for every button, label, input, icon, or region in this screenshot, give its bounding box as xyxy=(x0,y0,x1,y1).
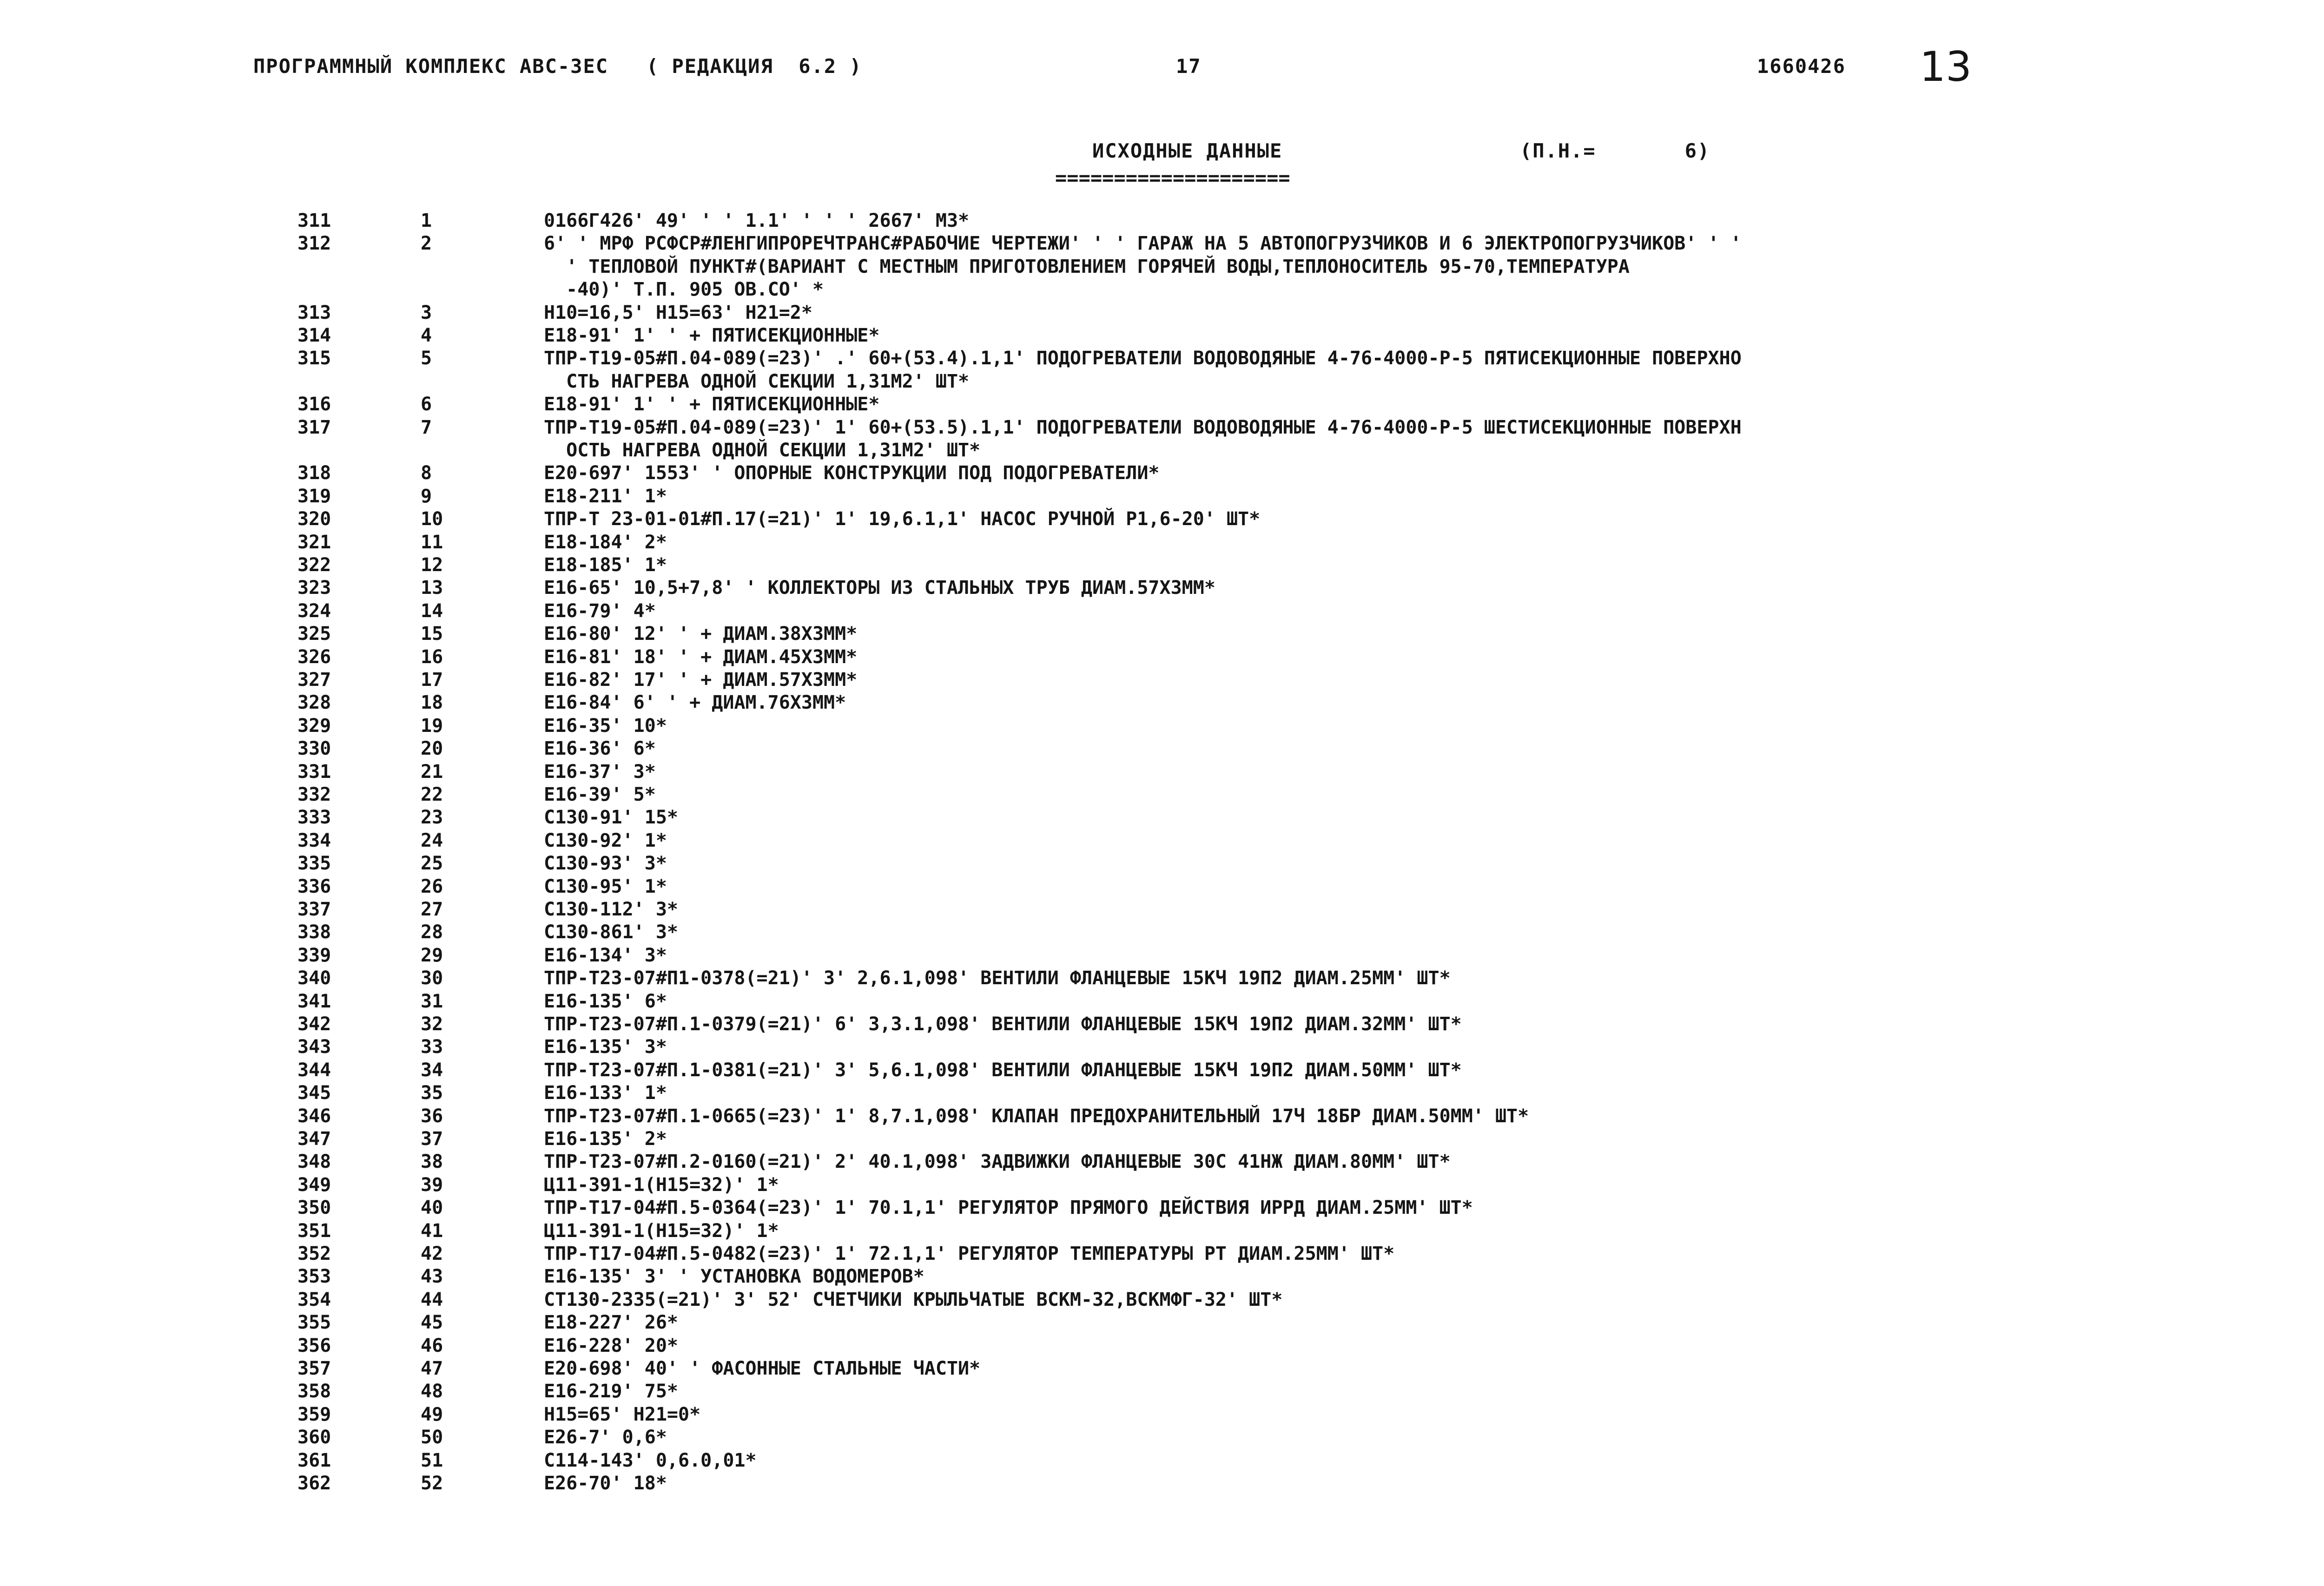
sequence-number: 37 xyxy=(421,1128,443,1150)
line-number: 331 xyxy=(297,761,331,783)
record-text: Е16-80' 12' ' + ДИАМ.38Х3ММ* xyxy=(544,623,858,645)
line-number: 345 xyxy=(297,1082,331,1104)
sequence-number: 10 xyxy=(421,508,443,530)
sequence-number: 13 xyxy=(421,577,443,599)
line-number: 346 xyxy=(297,1105,331,1127)
line-number: 311 xyxy=(297,210,331,231)
document-number: 1660426 xyxy=(1757,55,1846,78)
line-number: 344 xyxy=(297,1059,331,1081)
sequence-number: 4 xyxy=(421,325,432,346)
sequence-number: 11 xyxy=(421,531,443,553)
sequence-number: 34 xyxy=(421,1059,443,1081)
line-number: 333 xyxy=(297,807,331,829)
record-text: Е16-37' 3* xyxy=(544,761,656,783)
line-number: 313 xyxy=(297,302,331,323)
record-text: Е16-135' 2* xyxy=(544,1128,667,1150)
record-text: Е16-81' 18' ' + ДИАМ.45Х3ММ* xyxy=(544,646,858,668)
sequence-number: 21 xyxy=(421,761,443,783)
line-number: 361 xyxy=(297,1449,331,1471)
record-text: Е16-79' 4* xyxy=(544,600,656,622)
sequence-number: 1 xyxy=(421,210,432,231)
line-number: 320 xyxy=(297,508,331,530)
record-text: Е18-185' 1* xyxy=(544,554,667,576)
record-text: ТПР-Т23-07#П.1-0379(=21)' 6' 3,3.1,098' ВЕНТИЛИ ФЛАНЦЕВЫЕ 15КЧ 19П2 ДИАМ.32ММ' ШТ* xyxy=(544,1013,1462,1035)
line-number: 342 xyxy=(297,1013,331,1035)
sequence-number: 48 xyxy=(421,1381,443,1402)
line-number: 339 xyxy=(297,944,331,966)
line-number: 328 xyxy=(297,692,331,714)
handwritten-sheet-number: 13 xyxy=(1920,43,1972,91)
record-text: Е16-219' 75* xyxy=(544,1381,678,1402)
record-text: С130-112' 3* xyxy=(544,899,678,920)
sequence-number: 36 xyxy=(421,1105,443,1127)
title-pn: (П.Н.= 6) xyxy=(1520,139,1710,162)
line-number: 312 xyxy=(297,233,331,255)
line-number: 337 xyxy=(297,899,331,920)
page-number: 17 xyxy=(1176,55,1202,78)
sequence-number: 25 xyxy=(421,853,443,875)
line-number: 329 xyxy=(297,715,331,737)
sequence-number: 45 xyxy=(421,1312,443,1334)
line-number: 315 xyxy=(297,348,331,369)
record-text: Е18-91' 1' ' + ПЯТИСЕКЦИОННЫЕ* xyxy=(544,325,880,346)
line-number: 343 xyxy=(297,1036,331,1058)
sequence-number: 8 xyxy=(421,462,432,484)
sequence-number: 35 xyxy=(421,1082,443,1104)
line-number: 357 xyxy=(297,1358,331,1379)
line-number: 349 xyxy=(297,1174,331,1196)
record-text: Е16-65' 10,5+7,8' ' КОЛЛЕКТОРЫ ИЗ СТАЛЬНЫХ ТРУБ ДИАМ.57Х3ММ* xyxy=(544,577,1215,599)
record-text: ТПР-Т17-04#П.5-0482(=23)' 1' 72.1,1' РЕГУЛЯТОР ТЕМПЕРАТУРЫ РТ ДИАМ.25ММ' ШТ* xyxy=(544,1243,1395,1264)
record-text: Е16-135' 6* xyxy=(544,990,667,1012)
sequence-number: 24 xyxy=(421,829,443,851)
line-number: 322 xyxy=(297,554,331,576)
sequence-number: 17 xyxy=(421,669,443,691)
sequence-number: 33 xyxy=(421,1036,443,1058)
record-text: Е18-91' 1' ' + ПЯТИСЕКЦИОННЫЕ* xyxy=(544,394,880,415)
sequence-number: 30 xyxy=(421,967,443,989)
record-text: С130-861' 3* xyxy=(544,921,678,943)
line-number: 325 xyxy=(297,623,331,645)
sequence-number: 5 xyxy=(421,348,432,369)
line-number: 321 xyxy=(297,531,331,553)
line-number: 326 xyxy=(297,646,331,668)
line-number: 360 xyxy=(297,1427,331,1448)
record-text: С130-92' 1* xyxy=(544,829,667,851)
line-number: 324 xyxy=(297,600,331,622)
line-number: 323 xyxy=(297,577,331,599)
record-text: Е20-698' 40' ' ФАСОННЫЕ СТАЛЬНЫЕ ЧАСТИ* xyxy=(544,1358,981,1379)
line-number: 316 xyxy=(297,394,331,415)
line-number: 317 xyxy=(297,416,331,438)
line-number: 348 xyxy=(297,1151,331,1173)
record-text: Ц11-391-1(Н15=32)' 1* xyxy=(544,1220,779,1242)
sequence-number: 23 xyxy=(421,807,443,829)
record-text: Е16-133' 1* xyxy=(544,1082,667,1104)
line-number: 338 xyxy=(297,921,331,943)
sequence-number: 22 xyxy=(421,784,443,805)
record-text: ТПР-Т 23-01-01#П.17(=21)' 1' 19,6.1,1' НАСОС РУЧНОЙ Р1,6-20' ШТ* xyxy=(544,508,1261,530)
sequence-number: 14 xyxy=(421,600,443,622)
sequence-number: 42 xyxy=(421,1243,443,1264)
record-text: ' ТЕПЛОВОЙ ПУНКТ#(ВАРИАНТ С МЕСТНЫМ ПРИГОТОВЛЕНИЕМ ГОРЯЧЕЙ ВОДЫ,ТЕПЛОНОСИТЕЛЬ 95-70,ТЕМПЕРАТУРА xyxy=(544,256,1630,277)
line-number: 340 xyxy=(297,967,331,989)
line-number: 347 xyxy=(297,1128,331,1150)
sequence-number: 39 xyxy=(421,1174,443,1196)
record-text: С130-95' 1* xyxy=(544,875,667,897)
line-number: 327 xyxy=(297,669,331,691)
line-number: 358 xyxy=(297,1381,331,1402)
record-text: ТПР-Т23-07#П.1-0665(=23)' 1' 8,7.1,098' КЛАПАН ПРЕДОХРАНИТЕЛЬНЫЙ 17Ч 18БР ДИАМ.50ММ' ШТ* xyxy=(544,1105,1529,1127)
sequence-number: 12 xyxy=(421,554,443,576)
line-number: 359 xyxy=(297,1403,331,1425)
sequence-number: 27 xyxy=(421,899,443,920)
line-number: 330 xyxy=(297,738,331,760)
record-text: ТПР-Т23-07#П1-0378(=21)' 3' 2,6.1,098' ВЕНТИЛИ ФЛАНЦЕВЫЕ 15КЧ 19П2 ДИАМ.25ММ' ШТ* xyxy=(544,967,1451,989)
record-text: Е16-39' 5* xyxy=(544,784,656,805)
record-text: Е16-134' 3* xyxy=(544,944,667,966)
line-number: 332 xyxy=(297,784,331,805)
record-text: СТ130-2335(=21)' 3' 52' СЧЕТЧИКИ КРЫЛЬЧАТЫЕ ВСКМ-32,ВСКМФГ-32' ШТ* xyxy=(544,1289,1283,1310)
record-text: Ц11-391-1(Н15=32)' 1* xyxy=(544,1174,779,1196)
sequence-number: 26 xyxy=(421,875,443,897)
sequence-number: 3 xyxy=(421,302,432,323)
sequence-number: 49 xyxy=(421,1403,443,1425)
line-number: 314 xyxy=(297,325,331,346)
record-text: Е16-84' 6' ' + ДИАМ.76Х3ММ* xyxy=(544,692,846,714)
sequence-number: 44 xyxy=(421,1289,443,1310)
sequence-number: 43 xyxy=(421,1266,443,1288)
program-name: ПРОГРАММНЫЙ КОМПЛЕКС АВС-3ЕС ( РЕДАКЦИЯ 6.2 ) xyxy=(253,55,862,78)
sequence-number: 6 xyxy=(421,394,432,415)
record-text: 6' ' МРФ РСФСР#ЛЕНГИПРОРЕЧТРАНС#РАБОЧИЕ ЧЕРТЕЖИ' ' ' ГАРАЖ НА 5 АВТОПОГРУЗЧИКОВ И 6 ЭЛЕКТРОПОГРУЗЧИКОВ' ' ' xyxy=(544,233,1742,255)
record-text: С130-91' 15* xyxy=(544,807,678,829)
line-number: 355 xyxy=(297,1312,331,1334)
record-text: 0166Г426' 49' ' ' 1.1' ' ' ' 2667' М3* xyxy=(544,210,970,231)
record-text: СТЬ НАГРЕВА ОДНОЙ СЕКЦИИ 1,31М2' ШТ* xyxy=(544,370,970,392)
record-text: Е16-135' 3' ' УСТАНОВКА ВОДОМЕРОВ* xyxy=(544,1266,924,1288)
record-text: ТПР-Т19-05#П.04-089(=23)' 1' 60+(53.5).1,1' ПОДОГРЕВАТЕЛИ ВОДОВОДЯНЫЕ 4-76-4000-Р-5 ШЕСТИСЕКЦИОННЫЕ ПОВЕРХН xyxy=(544,416,1742,438)
sequence-number: 19 xyxy=(421,715,443,737)
record-text: ОСТЬ НАГРЕВА ОДНОЙ СЕКЦИИ 1,31М2' ШТ* xyxy=(544,440,981,461)
sequence-number: 15 xyxy=(421,623,443,645)
sequence-number: 47 xyxy=(421,1358,443,1379)
record-text: ТПР-Т23-07#П.2-0160(=21)' 2' 40.1,098' ЗАДВИЖКИ ФЛАНЦЕВЫЕ 30С 41НЖ ДИАМ.80ММ' ШТ* xyxy=(544,1151,1451,1173)
line-number: 356 xyxy=(297,1335,331,1356)
line-number: 318 xyxy=(297,462,331,484)
record-text: Е26-70' 18* xyxy=(544,1473,667,1494)
sequence-number: 52 xyxy=(421,1473,443,1494)
sequence-number: 18 xyxy=(421,692,443,714)
record-text: Е16-135' 3* xyxy=(544,1036,667,1058)
sequence-number: 9 xyxy=(421,485,432,507)
line-number: 319 xyxy=(297,485,331,507)
line-number: 335 xyxy=(297,853,331,875)
record-text: ТПР-Т23-07#П.1-0381(=21)' 3' 5,6.1,098' ВЕНТИЛИ ФЛАНЦЕВЫЕ 15КЧ 19П2 ДИАМ.50ММ' ШТ* xyxy=(544,1059,1462,1081)
record-text: Н10=16,5' Н15=63' Н21=2* xyxy=(544,302,812,323)
sequence-number: 38 xyxy=(421,1151,443,1173)
record-text: Е18-211' 1* xyxy=(544,485,667,507)
sequence-number: 2 xyxy=(421,233,432,255)
title-underline: ==================== xyxy=(1055,166,1290,189)
line-number: 351 xyxy=(297,1220,331,1242)
sequence-number: 29 xyxy=(421,944,443,966)
record-text: -40)' Т.П. 905 ОВ.СО' * xyxy=(544,279,824,301)
record-text: С114-143' 0,6.0,01* xyxy=(544,1449,757,1471)
sequence-number: 28 xyxy=(421,921,443,943)
line-number: 354 xyxy=(297,1289,331,1310)
record-text: Е16-36' 6* xyxy=(544,738,656,760)
line-number: 336 xyxy=(297,875,331,897)
title-text: ИСХОДНЫЕ ДАННЫЕ xyxy=(1092,139,1283,162)
record-text: Е16-35' 10* xyxy=(544,715,667,737)
sequence-number: 40 xyxy=(421,1197,443,1219)
line-number: 362 xyxy=(297,1473,331,1494)
record-text: Н15=65' Н21=0* xyxy=(544,1403,701,1425)
line-number: 353 xyxy=(297,1266,331,1288)
record-text: Е18-227' 26* xyxy=(544,1312,678,1334)
sequence-number: 46 xyxy=(421,1335,443,1356)
record-text: Е26-7' 0,6* xyxy=(544,1427,667,1448)
record-text: ТПР-Т19-05#П.04-089(=23)' .' 60+(53.4).1,1' ПОДОГРЕВАТЕЛИ ВОДОВОДЯНЫЕ 4-76-4000-Р-5 ПЯТИСЕКЦИОННЫЕ ПОВЕРХНО xyxy=(544,348,1742,369)
record-text: С130-93' 3* xyxy=(544,853,667,875)
record-text: Е16-82' 17' ' + ДИАМ.57Х3ММ* xyxy=(544,669,858,691)
line-number: 352 xyxy=(297,1243,331,1264)
record-text: Е16-228' 20* xyxy=(544,1335,678,1356)
sequence-number: 41 xyxy=(421,1220,443,1242)
line-number: 341 xyxy=(297,990,331,1012)
line-number: 334 xyxy=(297,829,331,851)
sequence-number: 31 xyxy=(421,990,443,1012)
sequence-number: 32 xyxy=(421,1013,443,1035)
line-number: 350 xyxy=(297,1197,331,1219)
sequence-number: 51 xyxy=(421,1449,443,1471)
sequence-number: 16 xyxy=(421,646,443,668)
sequence-number: 50 xyxy=(421,1427,443,1448)
record-text: Е20-697' 1553' ' ОПОРНЫЕ КОНСТРУКЦИИ ПОД ПОДОГРЕВАТЕЛИ* xyxy=(544,462,1160,484)
record-text: ТПР-Т17-04#П.5-0364(=23)' 1' 70.1,1' РЕГУЛЯТОР ПРЯМОГО ДЕЙСТВИЯ ИРРД ДИАМ.25ММ' ШТ* xyxy=(544,1197,1473,1219)
sequence-number: 7 xyxy=(421,416,432,438)
record-text: Е18-184' 2* xyxy=(544,531,667,553)
sequence-number: 20 xyxy=(421,738,443,760)
